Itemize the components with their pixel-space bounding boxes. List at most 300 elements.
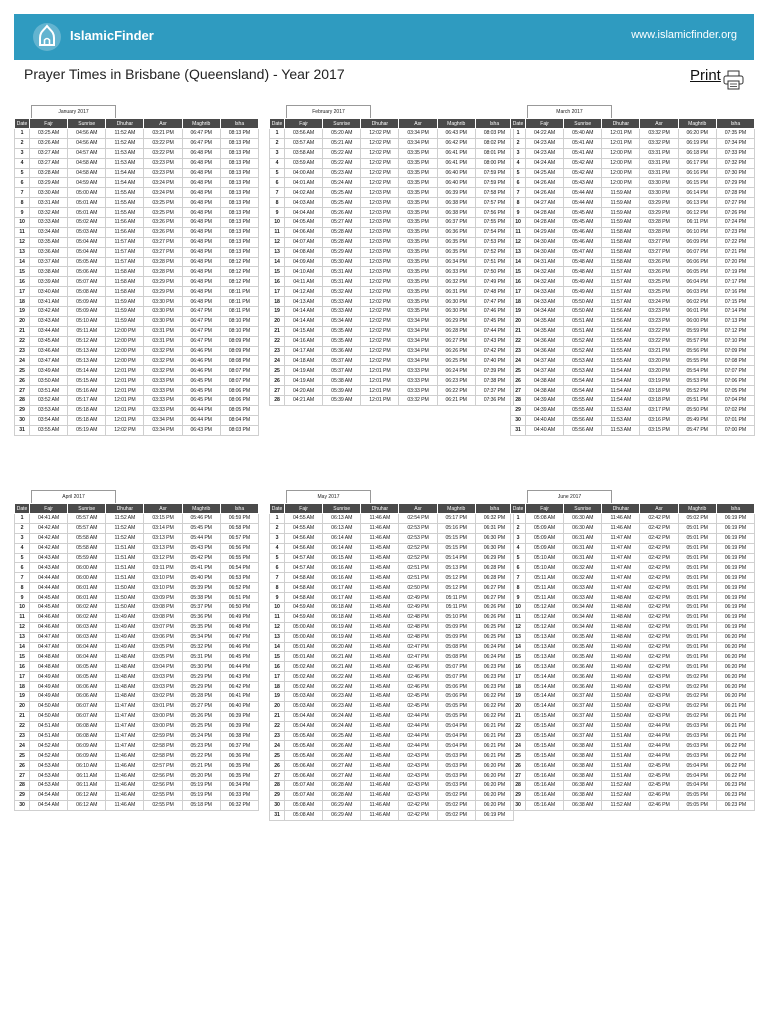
time-cell: 12:02 PM bbox=[361, 277, 399, 287]
time-cell: 08:03 PM bbox=[475, 129, 513, 139]
time-cell: 05:51 PM bbox=[678, 396, 716, 406]
time-cell: 06:51 PM bbox=[220, 593, 258, 603]
table-row bbox=[15, 662, 259, 672]
time-cell: 06:37 AM bbox=[564, 701, 602, 711]
time-cell: 04:45 AM bbox=[30, 593, 68, 603]
time-cell: 05:04 PM bbox=[437, 741, 475, 751]
time-cell: 05:13 AM bbox=[526, 642, 564, 652]
time-cell: 05:25 PM bbox=[182, 721, 220, 731]
time-cell: 06:22 PM bbox=[475, 692, 513, 702]
date-cell: 4 bbox=[15, 158, 30, 168]
time-cell: 05:41 AM bbox=[564, 148, 602, 158]
date-cell: 1 bbox=[511, 129, 526, 139]
time-cell: 05:05 AM bbox=[285, 731, 323, 741]
time-cell: 03:28 PM bbox=[144, 257, 182, 267]
brand-name[interactable]: IslamicFinder bbox=[70, 28, 154, 43]
date-cell: 28 bbox=[270, 396, 285, 406]
time-cell: 06:19 PM bbox=[716, 573, 754, 583]
time-cell: 06:47 PM bbox=[182, 316, 220, 326]
time-cell: 02:44 PM bbox=[640, 721, 678, 731]
date-cell: 3 bbox=[270, 148, 285, 158]
time-cell: 06:21 AM bbox=[323, 662, 361, 672]
time-cell: 12:03 PM bbox=[361, 227, 399, 237]
time-cell: 06:38 PM bbox=[437, 208, 475, 218]
time-cell: 05:14 AM bbox=[526, 682, 564, 692]
table-row bbox=[15, 396, 259, 406]
date-cell: 18 bbox=[511, 682, 526, 692]
table-row bbox=[511, 425, 755, 435]
time-cell: 06:29 PM bbox=[475, 553, 513, 563]
table-row bbox=[270, 287, 514, 297]
date-cell: 24 bbox=[15, 741, 30, 751]
date-cell: 25 bbox=[511, 751, 526, 761]
table-row bbox=[15, 316, 259, 326]
date-cell: 30 bbox=[15, 800, 30, 810]
time-cell: 06:23 PM bbox=[475, 672, 513, 682]
time-cell: 03:57 AM bbox=[285, 138, 323, 148]
table-row bbox=[15, 721, 259, 731]
time-cell: 04:30 AM bbox=[526, 237, 564, 247]
time-cell: 03:53 AM bbox=[30, 405, 68, 415]
time-cell: 11:45 AM bbox=[361, 721, 399, 731]
date-cell: 27 bbox=[15, 771, 30, 781]
time-cell: 06:39 PM bbox=[220, 721, 258, 731]
time-cell: 05:05 AM bbox=[285, 751, 323, 761]
table-row bbox=[270, 622, 514, 632]
time-cell: 11:46 AM bbox=[106, 761, 144, 771]
time-cell: 07:49 PM bbox=[475, 277, 513, 287]
column-header: Asr bbox=[144, 504, 182, 514]
table-row bbox=[511, 652, 755, 662]
time-cell: 02:57 PM bbox=[144, 761, 182, 771]
time-cell: 11:52 AM bbox=[602, 790, 640, 800]
table-row bbox=[270, 376, 514, 386]
time-cell: 05:05 AM bbox=[68, 257, 106, 267]
time-cell: 11:48 AM bbox=[106, 672, 144, 682]
time-cell: 06:20 PM bbox=[716, 632, 754, 642]
time-cell: 06:13 AM bbox=[323, 514, 361, 524]
time-cell: 05:23 AM bbox=[323, 168, 361, 178]
table-row bbox=[15, 415, 259, 425]
date-cell: 5 bbox=[270, 168, 285, 178]
time-cell: 08:11 PM bbox=[220, 297, 258, 307]
table-row bbox=[15, 692, 259, 702]
time-cell: 02:43 PM bbox=[640, 692, 678, 702]
date-cell: 2 bbox=[15, 523, 30, 533]
time-cell: 11:45 AM bbox=[361, 741, 399, 751]
time-cell: 02:42 PM bbox=[640, 662, 678, 672]
time-cell: 07:40 PM bbox=[475, 356, 513, 366]
time-cell: 06:19 PM bbox=[716, 583, 754, 593]
table-row bbox=[15, 711, 259, 721]
time-cell: 06:11 AM bbox=[68, 771, 106, 781]
date-cell: 17 bbox=[270, 672, 285, 682]
page-title: Prayer Times in Brisbane (Queensland) - Year 2017 bbox=[24, 66, 345, 82]
table-row bbox=[511, 672, 755, 682]
time-cell: 11:52 AM bbox=[106, 523, 144, 533]
time-cell: 06:14 PM bbox=[678, 188, 716, 198]
date-cell: 5 bbox=[15, 168, 30, 178]
table-row bbox=[511, 405, 755, 415]
time-cell: 11:55 AM bbox=[106, 208, 144, 218]
time-cell: 08:10 PM bbox=[220, 326, 258, 336]
date-cell: 12 bbox=[511, 237, 526, 247]
table-row bbox=[511, 247, 755, 257]
time-cell: 07:20 PM bbox=[716, 257, 754, 267]
table-header-row bbox=[270, 504, 514, 514]
site-header bbox=[14, 14, 754, 60]
time-cell: 03:13 PM bbox=[144, 533, 182, 543]
time-cell: 04:39 AM bbox=[526, 405, 564, 415]
time-cell: 05:01 AM bbox=[285, 652, 323, 662]
time-cell: 05:08 AM bbox=[285, 810, 323, 820]
date-cell: 8 bbox=[270, 198, 285, 208]
time-cell: 03:28 PM bbox=[640, 218, 678, 228]
time-cell: 05:01 PM bbox=[678, 612, 716, 622]
time-cell: 06:19 PM bbox=[716, 612, 754, 622]
time-cell: 11:46 AM bbox=[602, 523, 640, 533]
time-cell: 02:46 PM bbox=[399, 662, 437, 672]
date-cell: 7 bbox=[270, 573, 285, 583]
date-cell: 27 bbox=[15, 386, 30, 396]
time-cell: 03:25 PM bbox=[640, 277, 678, 287]
time-cell: 06:30 PM bbox=[437, 307, 475, 317]
date-cell: 3 bbox=[511, 533, 526, 543]
time-cell: 06:34 AM bbox=[564, 603, 602, 613]
time-cell: 11:55 AM bbox=[106, 188, 144, 198]
date-cell: 19 bbox=[511, 307, 526, 317]
time-cell: 06:38 AM bbox=[564, 771, 602, 781]
time-cell: 03:35 PM bbox=[399, 267, 437, 277]
time-cell: 11:50 AM bbox=[602, 692, 640, 702]
time-cell: 02:43 PM bbox=[399, 771, 437, 781]
time-cell: 04:45 AM bbox=[30, 603, 68, 613]
table-row bbox=[270, 218, 514, 228]
column-header: Dhuhar bbox=[602, 119, 640, 129]
time-cell: 07:56 PM bbox=[475, 208, 513, 218]
time-cell: 02:42 PM bbox=[640, 612, 678, 622]
time-cell: 04:44 AM bbox=[30, 583, 68, 593]
time-cell: 11:49 AM bbox=[106, 642, 144, 652]
time-cell: 06:12 PM bbox=[678, 208, 716, 218]
time-cell: 05:22 AM bbox=[323, 158, 361, 168]
time-cell: 05:07 AM bbox=[68, 277, 106, 287]
date-cell: 14 bbox=[270, 642, 285, 652]
time-cell: 05:37 AM bbox=[323, 356, 361, 366]
printer-icon[interactable] bbox=[723, 70, 745, 90]
time-cell: 05:00 AM bbox=[285, 622, 323, 632]
table-row bbox=[270, 692, 514, 702]
time-cell: 03:01 PM bbox=[144, 701, 182, 711]
time-cell: 05:28 AM bbox=[323, 227, 361, 237]
time-cell: 03:24 PM bbox=[144, 178, 182, 188]
time-cell: 05:32 PM bbox=[182, 642, 220, 652]
print-link[interactable]: Print bbox=[690, 67, 721, 84]
time-cell: 07:02 PM bbox=[716, 405, 754, 415]
site-url[interactable]: www.islamicfinder.org bbox=[631, 29, 737, 41]
time-cell: 05:08 PM bbox=[437, 652, 475, 662]
time-cell: 05:12 AM bbox=[68, 336, 106, 346]
time-cell: 02:45 PM bbox=[399, 692, 437, 702]
date-cell: 13 bbox=[270, 632, 285, 642]
date-cell: 28 bbox=[270, 781, 285, 791]
time-cell: 06:35 AM bbox=[564, 642, 602, 652]
time-cell: 11:57 AM bbox=[602, 267, 640, 277]
time-cell: 02:56 PM bbox=[144, 781, 182, 791]
time-cell: 05:21 AM bbox=[323, 138, 361, 148]
time-cell: 06:48 PM bbox=[182, 237, 220, 247]
time-cell: 12:03 PM bbox=[361, 218, 399, 228]
table-row bbox=[15, 376, 259, 386]
table-row bbox=[270, 731, 514, 741]
time-cell: 04:46 AM bbox=[30, 612, 68, 622]
time-cell: 11:59 AM bbox=[106, 307, 144, 317]
time-cell: 02:44 PM bbox=[640, 731, 678, 741]
time-cell: 07:16 PM bbox=[716, 287, 754, 297]
time-cell: 05:49 AM bbox=[564, 277, 602, 287]
time-cell: 07:24 PM bbox=[716, 218, 754, 228]
time-cell: 04:05 AM bbox=[285, 218, 323, 228]
time-cell: 03:03 PM bbox=[144, 682, 182, 692]
date-cell: 18 bbox=[270, 297, 285, 307]
time-cell: 06:20 PM bbox=[475, 790, 513, 800]
time-cell: 07:28 PM bbox=[716, 188, 754, 198]
time-cell: 05:59 PM bbox=[678, 326, 716, 336]
time-cell: 06:34 AM bbox=[564, 622, 602, 632]
time-cell: 05:12 PM bbox=[437, 573, 475, 583]
time-cell: 05:16 PM bbox=[437, 523, 475, 533]
table-row bbox=[15, 307, 259, 317]
time-cell: 03:34 PM bbox=[399, 326, 437, 336]
time-cell: 06:33 PM bbox=[437, 267, 475, 277]
column-header: Date bbox=[15, 504, 30, 514]
table-row bbox=[270, 573, 514, 583]
table-row bbox=[511, 711, 755, 721]
time-cell: 08:09 PM bbox=[220, 346, 258, 356]
time-cell: 03:05 PM bbox=[144, 642, 182, 652]
time-cell: 05:13 AM bbox=[526, 632, 564, 642]
time-cell: 05:11 AM bbox=[68, 326, 106, 336]
time-cell: 05:01 PM bbox=[678, 642, 716, 652]
date-cell: 19 bbox=[511, 692, 526, 702]
time-cell: 06:15 AM bbox=[323, 553, 361, 563]
time-cell: 03:32 PM bbox=[144, 346, 182, 356]
time-cell: 05:08 PM bbox=[437, 642, 475, 652]
time-cell: 04:46 AM bbox=[30, 622, 68, 632]
mosque-logo-icon[interactable] bbox=[32, 22, 62, 52]
time-cell: 06:21 PM bbox=[716, 731, 754, 741]
time-cell: 06:30 PM bbox=[475, 533, 513, 543]
time-cell: 05:09 AM bbox=[68, 307, 106, 317]
time-cell: 05:05 PM bbox=[678, 800, 716, 810]
time-cell: 06:41 PM bbox=[437, 158, 475, 168]
time-cell: 06:00 PM bbox=[678, 316, 716, 326]
time-cell: 04:02 AM bbox=[285, 188, 323, 198]
time-cell: 12:02 PM bbox=[361, 326, 399, 336]
table-row bbox=[15, 287, 259, 297]
time-cell: 03:31 AM bbox=[30, 198, 68, 208]
time-cell: 06:31 AM bbox=[564, 543, 602, 553]
time-cell: 04:47 AM bbox=[30, 632, 68, 642]
column-header: Fajr bbox=[30, 504, 68, 514]
time-cell: 04:58 AM bbox=[68, 168, 106, 178]
time-cell: 06:48 PM bbox=[182, 168, 220, 178]
time-cell: 03:30 PM bbox=[144, 307, 182, 317]
table-row bbox=[270, 543, 514, 553]
time-cell: 06:13 AM bbox=[323, 523, 361, 533]
time-cell: 06:48 PM bbox=[182, 188, 220, 198]
date-cell: 15 bbox=[511, 652, 526, 662]
time-cell: 07:09 PM bbox=[716, 346, 754, 356]
time-cell: 06:37 PM bbox=[437, 218, 475, 228]
date-cell: 31 bbox=[270, 810, 285, 820]
time-cell: 03:49 AM bbox=[30, 366, 68, 376]
time-cell: 03:31 PM bbox=[640, 148, 678, 158]
time-cell: 05:15 AM bbox=[526, 731, 564, 741]
time-cell: 03:19 PM bbox=[640, 376, 678, 386]
time-cell: 03:27 PM bbox=[640, 247, 678, 257]
date-cell: 15 bbox=[270, 652, 285, 662]
time-cell: 11:46 AM bbox=[361, 533, 399, 543]
time-cell: 03:36 AM bbox=[30, 247, 68, 257]
time-cell: 05:06 PM bbox=[437, 682, 475, 692]
time-cell: 12:01 PM bbox=[106, 415, 144, 425]
time-cell: 02:51 PM bbox=[399, 563, 437, 573]
time-cell: 05:06 PM bbox=[437, 692, 475, 702]
table-header-row bbox=[270, 119, 514, 129]
time-cell: 03:33 AM bbox=[30, 218, 68, 228]
table-row bbox=[511, 563, 755, 573]
time-cell: 05:05 PM bbox=[437, 711, 475, 721]
time-cell: 03:34 PM bbox=[144, 415, 182, 425]
date-cell: 15 bbox=[270, 267, 285, 277]
time-cell: 07:23 PM bbox=[716, 227, 754, 237]
time-cell: 07:59 PM bbox=[475, 178, 513, 188]
table-row bbox=[511, 326, 755, 336]
time-cell: 07:33 PM bbox=[716, 148, 754, 158]
table-row bbox=[511, 751, 755, 761]
time-cell: 06:44 PM bbox=[220, 662, 258, 672]
time-cell: 11:45 AM bbox=[361, 731, 399, 741]
time-cell: 06:20 PM bbox=[475, 800, 513, 810]
column-header: Isha bbox=[475, 119, 513, 129]
table-row bbox=[511, 692, 755, 702]
time-cell: 12:03 PM bbox=[361, 208, 399, 218]
table-row bbox=[270, 642, 514, 652]
time-cell: 06:06 AM bbox=[68, 682, 106, 692]
date-cell: 23 bbox=[15, 731, 30, 741]
time-cell: 08:03 PM bbox=[220, 425, 258, 435]
time-cell: 11:45 AM bbox=[361, 573, 399, 583]
date-cell: 19 bbox=[15, 692, 30, 702]
date-cell: 17 bbox=[15, 287, 30, 297]
column-header: Isha bbox=[716, 119, 754, 129]
time-cell: 07:45 PM bbox=[475, 316, 513, 326]
time-cell: 03:35 AM bbox=[30, 237, 68, 247]
time-cell: 11:46 AM bbox=[361, 781, 399, 791]
time-cell: 04:42 AM bbox=[30, 543, 68, 553]
time-cell: 05:04 AM bbox=[68, 237, 106, 247]
time-cell: 04:11 AM bbox=[285, 277, 323, 287]
time-cell: 05:09 PM bbox=[437, 622, 475, 632]
date-cell: 24 bbox=[511, 741, 526, 751]
time-cell: 12:02 PM bbox=[361, 316, 399, 326]
time-cell: 06:45 PM bbox=[182, 376, 220, 386]
time-cell: 06:10 AM bbox=[68, 761, 106, 771]
column-header: Sunrise bbox=[323, 119, 361, 129]
time-cell: 03:34 PM bbox=[399, 346, 437, 356]
time-cell: 05:01 PM bbox=[678, 543, 716, 553]
time-cell: 07:27 PM bbox=[716, 198, 754, 208]
time-cell: 03:18 PM bbox=[640, 386, 678, 396]
time-cell: 06:05 AM bbox=[68, 662, 106, 672]
time-cell: 11:45 AM bbox=[361, 682, 399, 692]
time-cell: 11:59 AM bbox=[602, 188, 640, 198]
table-row bbox=[15, 326, 259, 336]
time-cell: 02:47 PM bbox=[399, 642, 437, 652]
column-header: Isha bbox=[220, 119, 258, 129]
time-cell: 11:59 AM bbox=[602, 208, 640, 218]
time-cell: 05:12 AM bbox=[526, 603, 564, 613]
month-label: March 2017 bbox=[527, 105, 612, 118]
time-cell: 11:55 AM bbox=[602, 346, 640, 356]
date-cell: 6 bbox=[15, 178, 30, 188]
time-cell: 12:02 PM bbox=[361, 297, 399, 307]
time-cell: 06:30 AM bbox=[564, 523, 602, 533]
time-cell: 05:04 PM bbox=[678, 771, 716, 781]
time-cell: 05:01 AM bbox=[285, 642, 323, 652]
table-row bbox=[270, 148, 514, 158]
month-label: April 2017 bbox=[31, 490, 116, 503]
time-cell: 03:33 PM bbox=[144, 386, 182, 396]
date-cell: 30 bbox=[511, 415, 526, 425]
time-cell: 03:08 PM bbox=[144, 603, 182, 613]
time-cell: 03:30 PM bbox=[144, 297, 182, 307]
table-row bbox=[270, 237, 514, 247]
time-cell: 02:48 PM bbox=[399, 612, 437, 622]
time-cell: 06:36 AM bbox=[564, 662, 602, 672]
date-cell: 3 bbox=[270, 533, 285, 543]
time-cell: 11:54 AM bbox=[602, 396, 640, 406]
time-cell: 05:15 PM bbox=[437, 533, 475, 543]
time-cell: 05:07 AM bbox=[285, 790, 323, 800]
time-cell: 11:58 AM bbox=[602, 257, 640, 267]
time-cell: 05:43 AM bbox=[564, 178, 602, 188]
time-cell: 04:18 AM bbox=[285, 356, 323, 366]
table-row bbox=[511, 168, 755, 178]
time-cell: 06:18 AM bbox=[323, 612, 361, 622]
table-header-row bbox=[15, 119, 259, 129]
date-cell: 15 bbox=[15, 267, 30, 277]
date-cell: 16 bbox=[15, 277, 30, 287]
time-cell: 03:34 PM bbox=[399, 129, 437, 139]
time-cell: 11:58 AM bbox=[106, 277, 144, 287]
table-row bbox=[511, 573, 755, 583]
time-cell: 04:29 AM bbox=[526, 227, 564, 237]
date-cell: 10 bbox=[511, 218, 526, 228]
date-cell: 6 bbox=[511, 563, 526, 573]
time-cell: 06:31 AM bbox=[564, 533, 602, 543]
time-cell: 06:08 AM bbox=[68, 731, 106, 741]
time-cell: 11:48 AM bbox=[602, 603, 640, 613]
time-cell: 06:48 PM bbox=[182, 297, 220, 307]
time-cell: 06:21 PM bbox=[475, 741, 513, 751]
column-header: Date bbox=[511, 119, 526, 129]
time-cell: 04:38 AM bbox=[526, 386, 564, 396]
time-cell: 07:04 PM bbox=[716, 396, 754, 406]
time-cell: 11:50 AM bbox=[106, 583, 144, 593]
time-cell: 08:13 PM bbox=[220, 227, 258, 237]
